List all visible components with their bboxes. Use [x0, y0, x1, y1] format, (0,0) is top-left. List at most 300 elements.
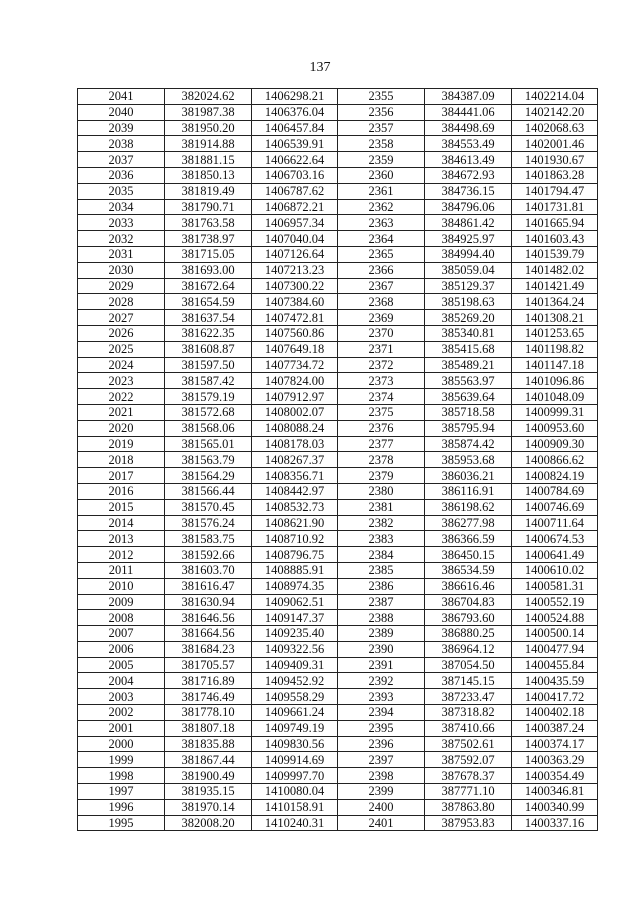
y-left-cell: 1408710.92 [252, 531, 338, 547]
point-left-cell: 2034 [78, 199, 165, 215]
x-left-cell: 381790.71 [165, 199, 252, 215]
table-row [78, 294, 598, 310]
y-left-cell: 1407912.97 [252, 389, 338, 405]
point-right-cell: 2362 [338, 199, 425, 215]
table-row [78, 452, 598, 468]
table-row [78, 515, 598, 531]
x-left-cell: 381914.88 [165, 136, 252, 152]
x-left-cell: 381807.18 [165, 720, 252, 736]
table-row [78, 310, 598, 326]
x-left-cell: 381763.58 [165, 215, 252, 231]
x-right-cell: 386198.62 [425, 499, 512, 515]
point-right-cell: 2361 [338, 183, 425, 199]
y-right-cell: 1401253.65 [512, 325, 598, 341]
point-right-cell: 2387 [338, 594, 425, 610]
y-right-cell: 1400417.72 [512, 689, 598, 705]
table-row [78, 420, 598, 436]
y-left-cell: 1408442.97 [252, 483, 338, 499]
x-right-cell: 386793.60 [425, 610, 512, 626]
x-right-cell: 387318.82 [425, 705, 512, 721]
y-left-cell: 1406539.91 [252, 136, 338, 152]
x-left-cell: 381684.23 [165, 641, 252, 657]
y-left-cell: 1409452.92 [252, 673, 338, 689]
table-row [78, 736, 598, 752]
y-left-cell: 1407560.86 [252, 325, 338, 341]
table-row [78, 578, 598, 594]
point-right-cell: 2389 [338, 626, 425, 642]
point-right-cell: 2380 [338, 483, 425, 499]
point-right-cell: 2376 [338, 420, 425, 436]
x-left-cell: 381603.70 [165, 562, 252, 578]
x-right-cell: 385718.58 [425, 404, 512, 420]
y-left-cell: 1410240.31 [252, 815, 338, 831]
table-row [78, 373, 598, 389]
x-left-cell: 381572.68 [165, 404, 252, 420]
point-right-cell: 2374 [338, 389, 425, 405]
point-left-cell: 1995 [78, 815, 165, 831]
point-right-cell: 2394 [338, 705, 425, 721]
y-left-cell: 1407040.04 [252, 231, 338, 247]
point-left-cell: 2035 [78, 183, 165, 199]
point-right-cell: 2383 [338, 531, 425, 547]
x-left-cell: 381850.13 [165, 167, 252, 183]
point-right-cell: 2357 [338, 120, 425, 136]
x-right-cell: 384498.69 [425, 120, 512, 136]
y-left-cell: 1409661.24 [252, 705, 338, 721]
x-left-cell: 381579.19 [165, 389, 252, 405]
table-row [78, 468, 598, 484]
y-left-cell: 1406298.21 [252, 89, 338, 105]
x-left-cell: 381746.49 [165, 689, 252, 705]
y-right-cell: 1400387.24 [512, 720, 598, 736]
point-right-cell: 2400 [338, 799, 425, 815]
x-left-cell: 381935.15 [165, 784, 252, 800]
point-right-cell: 2366 [338, 262, 425, 278]
coordinates-table-body [78, 89, 598, 831]
table-row [78, 720, 598, 736]
x-right-cell: 384387.09 [425, 89, 512, 105]
x-left-cell: 381867.44 [165, 752, 252, 768]
point-left-cell: 2001 [78, 720, 165, 736]
y-right-cell: 1400711.64 [512, 515, 598, 531]
point-right-cell: 2364 [338, 231, 425, 247]
y-right-cell: 1401482.02 [512, 262, 598, 278]
x-right-cell: 387502.61 [425, 736, 512, 752]
x-right-cell: 387953.83 [425, 815, 512, 831]
x-left-cell: 381950.20 [165, 120, 252, 136]
point-right-cell: 2365 [338, 246, 425, 262]
y-left-cell: 1408974.35 [252, 578, 338, 594]
x-right-cell: 384925.97 [425, 231, 512, 247]
y-right-cell: 1400435.59 [512, 673, 598, 689]
point-left-cell: 2025 [78, 341, 165, 357]
y-right-cell: 1402142.20 [512, 104, 598, 120]
point-left-cell: 1998 [78, 768, 165, 784]
point-left-cell: 2020 [78, 420, 165, 436]
point-right-cell: 2358 [338, 136, 425, 152]
point-left-cell: 2036 [78, 167, 165, 183]
point-right-cell: 2386 [338, 578, 425, 594]
y-right-cell: 1400374.17 [512, 736, 598, 752]
y-right-cell: 1401603.43 [512, 231, 598, 247]
point-left-cell: 2024 [78, 357, 165, 373]
table-row [78, 689, 598, 705]
table-row [78, 246, 598, 262]
y-left-cell: 1406457.84 [252, 120, 338, 136]
y-left-cell: 1408267.37 [252, 452, 338, 468]
x-right-cell: 387410.66 [425, 720, 512, 736]
y-right-cell: 1402001.46 [512, 136, 598, 152]
point-left-cell: 2017 [78, 468, 165, 484]
point-right-cell: 2375 [338, 404, 425, 420]
point-left-cell: 2007 [78, 626, 165, 642]
y-right-cell: 1401731.81 [512, 199, 598, 215]
x-right-cell: 384994.40 [425, 246, 512, 262]
y-right-cell: 1401539.79 [512, 246, 598, 262]
point-left-cell: 2029 [78, 278, 165, 294]
x-right-cell: 386964.12 [425, 641, 512, 657]
x-right-cell: 384736.15 [425, 183, 512, 199]
point-left-cell: 1997 [78, 784, 165, 800]
table-row [78, 404, 598, 420]
point-right-cell: 2370 [338, 325, 425, 341]
y-left-cell: 1407300.22 [252, 278, 338, 294]
point-right-cell: 2379 [338, 468, 425, 484]
table-row [78, 199, 598, 215]
x-left-cell: 381819.49 [165, 183, 252, 199]
y-right-cell: 1401308.21 [512, 310, 598, 326]
table-row [78, 815, 598, 831]
y-right-cell: 1400784.69 [512, 483, 598, 499]
x-left-cell: 381705.57 [165, 657, 252, 673]
point-right-cell: 2381 [338, 499, 425, 515]
point-left-cell: 2028 [78, 294, 165, 310]
x-right-cell: 385953.68 [425, 452, 512, 468]
table-row [78, 531, 598, 547]
y-left-cell: 1407472.81 [252, 310, 338, 326]
point-left-cell: 1996 [78, 799, 165, 815]
y-right-cell: 1400337.16 [512, 815, 598, 831]
point-left-cell: 2022 [78, 389, 165, 405]
x-left-cell: 381565.01 [165, 436, 252, 452]
point-right-cell: 2378 [338, 452, 425, 468]
point-right-cell: 2373 [338, 373, 425, 389]
point-left-cell: 2010 [78, 578, 165, 594]
x-right-cell: 385415.68 [425, 341, 512, 357]
y-left-cell: 1407384.60 [252, 294, 338, 310]
y-left-cell: 1409235.40 [252, 626, 338, 642]
point-right-cell: 2397 [338, 752, 425, 768]
point-left-cell: 2033 [78, 215, 165, 231]
x-left-cell: 381587.42 [165, 373, 252, 389]
point-right-cell: 2369 [338, 310, 425, 326]
table-row [78, 104, 598, 120]
x-left-cell: 382024.62 [165, 89, 252, 105]
point-right-cell: 2382 [338, 515, 425, 531]
table-row [78, 799, 598, 815]
x-left-cell: 381637.54 [165, 310, 252, 326]
y-right-cell: 1400524.88 [512, 610, 598, 626]
table-row [78, 657, 598, 673]
point-left-cell: 2016 [78, 483, 165, 499]
y-left-cell: 1407824.00 [252, 373, 338, 389]
y-left-cell: 1408621.90 [252, 515, 338, 531]
x-left-cell: 381608.87 [165, 341, 252, 357]
x-right-cell: 384861.42 [425, 215, 512, 231]
x-left-cell: 381592.66 [165, 547, 252, 563]
point-right-cell: 2367 [338, 278, 425, 294]
y-left-cell: 1408356.71 [252, 468, 338, 484]
point-right-cell: 2391 [338, 657, 425, 673]
x-right-cell: 387678.37 [425, 768, 512, 784]
x-left-cell: 381900.49 [165, 768, 252, 784]
x-right-cell: 387863.80 [425, 799, 512, 815]
x-left-cell: 381576.24 [165, 515, 252, 531]
y-left-cell: 1409997.70 [252, 768, 338, 784]
table-row [78, 136, 598, 152]
y-right-cell: 1400674.53 [512, 531, 598, 547]
y-right-cell: 1400641.49 [512, 547, 598, 563]
y-left-cell: 1406376.04 [252, 104, 338, 120]
table-row [78, 389, 598, 405]
y-left-cell: 1408796.75 [252, 547, 338, 563]
x-left-cell: 381881.15 [165, 152, 252, 168]
point-right-cell: 2396 [338, 736, 425, 752]
y-right-cell: 1402068.63 [512, 120, 598, 136]
y-left-cell: 1408088.24 [252, 420, 338, 436]
table-row [78, 278, 598, 294]
table-row [78, 784, 598, 800]
x-left-cell: 381563.79 [165, 452, 252, 468]
y-right-cell: 1401096.86 [512, 373, 598, 389]
table-row [78, 594, 598, 610]
point-right-cell: 2363 [338, 215, 425, 231]
y-right-cell: 1401364.24 [512, 294, 598, 310]
x-left-cell: 381835.88 [165, 736, 252, 752]
point-right-cell: 2356 [338, 104, 425, 120]
x-right-cell: 387233.47 [425, 689, 512, 705]
y-right-cell: 1400354.49 [512, 768, 598, 784]
table-row [78, 610, 598, 626]
y-left-cell: 1409409.31 [252, 657, 338, 673]
table-row [78, 215, 598, 231]
y-right-cell: 1400746.69 [512, 499, 598, 515]
y-right-cell: 1400340.99 [512, 799, 598, 815]
point-left-cell: 2039 [78, 120, 165, 136]
table-row [78, 357, 598, 373]
point-right-cell: 2360 [338, 167, 425, 183]
y-left-cell: 1408002.07 [252, 404, 338, 420]
y-left-cell: 1408178.03 [252, 436, 338, 452]
y-left-cell: 1406703.16 [252, 167, 338, 183]
y-left-cell: 1409147.37 [252, 610, 338, 626]
table-row [78, 673, 598, 689]
x-left-cell: 381583.75 [165, 531, 252, 547]
y-left-cell: 1409914.69 [252, 752, 338, 768]
point-right-cell: 2395 [338, 720, 425, 736]
point-right-cell: 2371 [338, 341, 425, 357]
x-left-cell: 381715.05 [165, 246, 252, 262]
point-left-cell: 2018 [78, 452, 165, 468]
x-right-cell: 385059.04 [425, 262, 512, 278]
x-right-cell: 384672.93 [425, 167, 512, 183]
y-right-cell: 1400581.31 [512, 578, 598, 594]
point-right-cell: 2359 [338, 152, 425, 168]
table-row [78, 167, 598, 183]
point-right-cell: 2377 [338, 436, 425, 452]
x-left-cell: 381597.50 [165, 357, 252, 373]
table-row [78, 547, 598, 563]
y-left-cell: 1409749.19 [252, 720, 338, 736]
x-left-cell: 382008.20 [165, 815, 252, 831]
table-row [78, 120, 598, 136]
x-right-cell: 384796.06 [425, 199, 512, 215]
table-row [78, 152, 598, 168]
y-right-cell: 1400402.18 [512, 705, 598, 721]
x-left-cell: 381970.14 [165, 799, 252, 815]
x-left-cell: 381622.35 [165, 325, 252, 341]
y-left-cell: 1407126.64 [252, 246, 338, 262]
point-left-cell: 2030 [78, 262, 165, 278]
y-left-cell: 1406957.34 [252, 215, 338, 231]
y-right-cell: 1401794.47 [512, 183, 598, 199]
y-right-cell: 1400909.30 [512, 436, 598, 452]
point-left-cell: 2040 [78, 104, 165, 120]
y-right-cell: 1400866.62 [512, 452, 598, 468]
coordinates-table [77, 88, 598, 831]
y-left-cell: 1409830.56 [252, 736, 338, 752]
point-right-cell: 2368 [338, 294, 425, 310]
x-right-cell: 384613.49 [425, 152, 512, 168]
x-right-cell: 385198.63 [425, 294, 512, 310]
point-left-cell: 2037 [78, 152, 165, 168]
x-left-cell: 381654.59 [165, 294, 252, 310]
x-right-cell: 385269.20 [425, 310, 512, 326]
y-left-cell: 1406622.64 [252, 152, 338, 168]
x-left-cell: 381672.64 [165, 278, 252, 294]
x-left-cell: 381616.47 [165, 578, 252, 594]
point-left-cell: 2003 [78, 689, 165, 705]
point-left-cell: 2041 [78, 89, 165, 105]
y-right-cell: 1401198.82 [512, 341, 598, 357]
table-row [78, 341, 598, 357]
point-right-cell: 2372 [338, 357, 425, 373]
x-left-cell: 381664.56 [165, 626, 252, 642]
y-right-cell: 1401421.49 [512, 278, 598, 294]
table-row [78, 768, 598, 784]
x-right-cell: 387592.07 [425, 752, 512, 768]
y-right-cell: 1401665.94 [512, 215, 598, 231]
table-row [78, 641, 598, 657]
x-left-cell: 381716.89 [165, 673, 252, 689]
x-left-cell: 381630.94 [165, 594, 252, 610]
table-row [78, 705, 598, 721]
x-left-cell: 381778.10 [165, 705, 252, 721]
point-left-cell: 2006 [78, 641, 165, 657]
x-right-cell: 386704.83 [425, 594, 512, 610]
point-right-cell: 2390 [338, 641, 425, 657]
x-left-cell: 381570.45 [165, 499, 252, 515]
y-right-cell: 1400953.60 [512, 420, 598, 436]
y-right-cell: 1400363.29 [512, 752, 598, 768]
table-row [78, 499, 598, 515]
x-right-cell: 385563.97 [425, 373, 512, 389]
point-left-cell: 2009 [78, 594, 165, 610]
table-row [78, 626, 598, 642]
x-right-cell: 386880.25 [425, 626, 512, 642]
y-left-cell: 1410080.04 [252, 784, 338, 800]
x-left-cell: 381646.56 [165, 610, 252, 626]
y-right-cell: 1400346.81 [512, 784, 598, 800]
point-left-cell: 2019 [78, 436, 165, 452]
y-right-cell: 1401048.09 [512, 389, 598, 405]
x-right-cell: 386366.59 [425, 531, 512, 547]
point-left-cell: 2000 [78, 736, 165, 752]
x-right-cell: 386036.21 [425, 468, 512, 484]
point-right-cell: 2398 [338, 768, 425, 784]
table-row [78, 262, 598, 278]
y-left-cell: 1409322.56 [252, 641, 338, 657]
point-left-cell: 2031 [78, 246, 165, 262]
x-right-cell: 386534.59 [425, 562, 512, 578]
table-row [78, 325, 598, 341]
point-right-cell: 2392 [338, 673, 425, 689]
table-row [78, 752, 598, 768]
x-right-cell: 387054.50 [425, 657, 512, 673]
y-right-cell: 1400824.19 [512, 468, 598, 484]
x-right-cell: 386450.15 [425, 547, 512, 563]
y-right-cell: 1400610.02 [512, 562, 598, 578]
x-right-cell: 386116.91 [425, 483, 512, 499]
x-left-cell: 381738.97 [165, 231, 252, 247]
y-right-cell: 1400455.84 [512, 657, 598, 673]
y-left-cell: 1408885.91 [252, 562, 338, 578]
y-right-cell: 1400500.14 [512, 626, 598, 642]
point-left-cell: 2014 [78, 515, 165, 531]
x-left-cell: 381693.00 [165, 262, 252, 278]
point-left-cell: 2015 [78, 499, 165, 515]
x-right-cell: 385129.37 [425, 278, 512, 294]
x-right-cell: 385489.21 [425, 357, 512, 373]
table-row [78, 231, 598, 247]
y-left-cell: 1407213.23 [252, 262, 338, 278]
point-right-cell: 2388 [338, 610, 425, 626]
x-right-cell: 384441.06 [425, 104, 512, 120]
page-number: 137 [309, 60, 331, 75]
y-right-cell: 1401863.28 [512, 167, 598, 183]
point-left-cell: 2013 [78, 531, 165, 547]
table-row [78, 562, 598, 578]
point-left-cell: 2026 [78, 325, 165, 341]
y-left-cell: 1406872.21 [252, 199, 338, 215]
x-right-cell: 385340.81 [425, 325, 512, 341]
x-left-cell: 381987.38 [165, 104, 252, 120]
x-right-cell: 384553.49 [425, 136, 512, 152]
x-left-cell: 381566.44 [165, 483, 252, 499]
point-left-cell: 1999 [78, 752, 165, 768]
y-right-cell: 1400999.31 [512, 404, 598, 420]
point-left-cell: 2004 [78, 673, 165, 689]
point-right-cell: 2385 [338, 562, 425, 578]
point-left-cell: 2021 [78, 404, 165, 420]
x-right-cell: 385639.64 [425, 389, 512, 405]
x-right-cell: 387145.15 [425, 673, 512, 689]
y-left-cell: 1407649.18 [252, 341, 338, 357]
x-right-cell: 386616.46 [425, 578, 512, 594]
point-right-cell: 2399 [338, 784, 425, 800]
x-right-cell: 386277.98 [425, 515, 512, 531]
point-right-cell: 2355 [338, 89, 425, 105]
